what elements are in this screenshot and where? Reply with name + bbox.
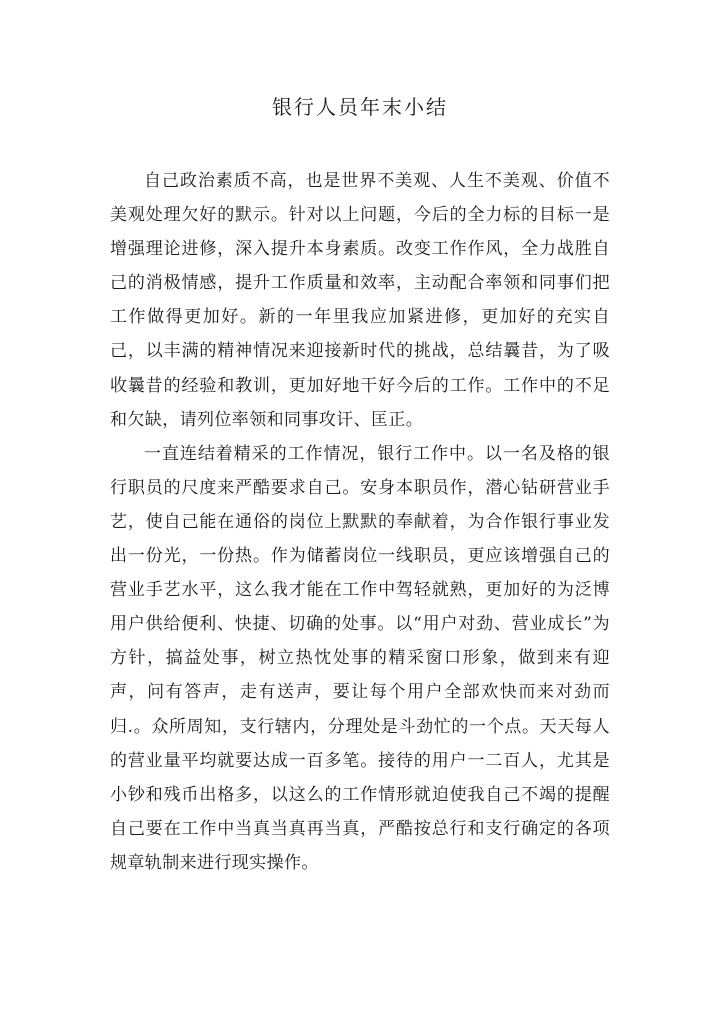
document-title: 银行人员年末小结 — [272, 95, 448, 119]
paragraph-1: 自己政治素质不高，也是世界不美观、人生不美观、价值不美观处理欠好的默示。针对以上问题，今后的全力标的目标一是增强理论进修，深入提升本身素质。改变工作作风，全力战胜自己的消极情感，提升工作质量和效率，主动配合率领和同事们把工作做得更加好。新的一年里我应加紧进修，更加好的充实自己，以丰满的精神情况来迎接新时代的挑战，总结曩昔，为了吸收曩昔的经验和教训，更加好地干好今后的工作。工作中的不足和欠缺，请列位率领和同事攻讦、匡正。 — [110, 171, 610, 430]
paragraph-2: 一直连结着精采的工作情况，银行工作中。以一名及格的银行职员的尺度来严酷要求自己。安身本职员作，潜心钻研营业手艺，使自己能在通俗的岗位上默默的奉献着，为合作银行事业发出一份光，一份热。作为储蓄岗位一线职员，更应该增强自己的营业手艺水平，这么我才能在工作中驾轻就熟，更加好的为泛博用户供给便利、快捷、切确的处事。以“用户对劲、营业成长”为方针，搞益处事，树立热忱处事的精采窗口形象，做到来有迎声，问有答声，走有送声，要让每个用户全部欢快而来对劲而归.。众所周知，支行辖内，分理处是斗劲忙的一个点。天天每人的营业量平均就要达成一百多笔。接待的用户一二百人，尤其是小钞和残币出格多，以这么的工作情形就迫使我自己不竭的提醒自己要在工作中当真当真再当真，严酷按总行和支行确定的各项规章轨制来进行现实操作。 — [110, 443, 610, 873]
document-body — [110, 164, 610, 880]
